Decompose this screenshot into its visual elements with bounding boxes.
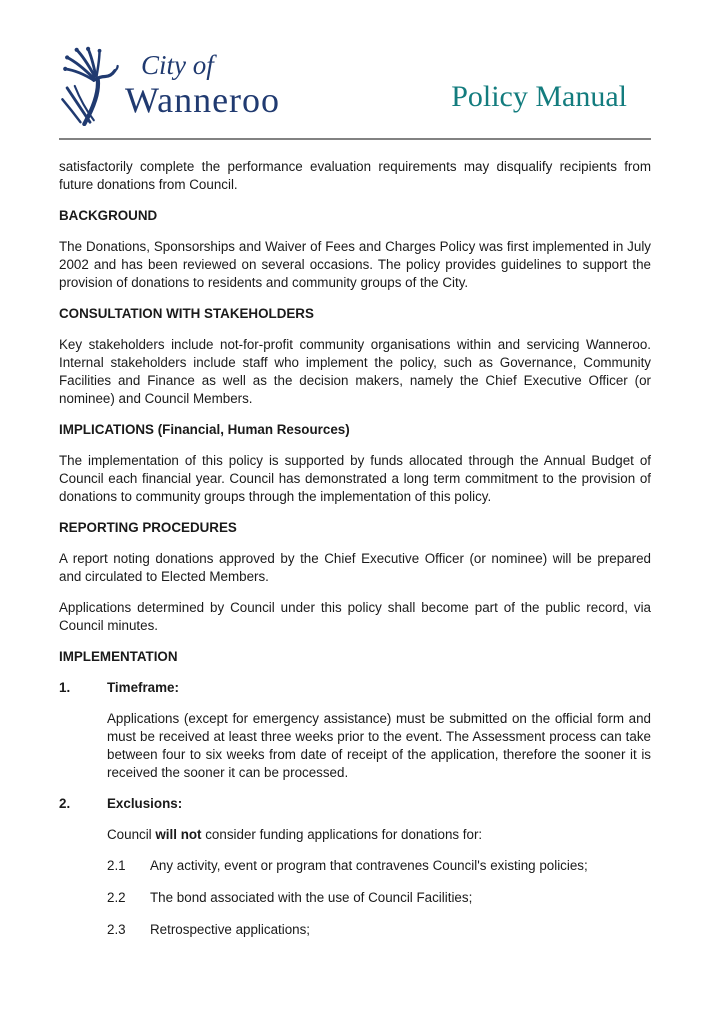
letterhead <box>59 46 651 126</box>
sub-item-2-3 <box>107 921 651 939</box>
heading-consultation: CONSULTATION WITH STAKEHOLDERS <box>59 306 314 321</box>
logo-wanneroo: Wanneroo <box>125 80 281 120</box>
implications-paragraph: The implementation of this policy is supported by funds allocated through the Annual Budget of Council each financial year. Council has demonstrated a long term commitment to the provision of donations to community groups through the implementation of this policy. <box>59 453 651 504</box>
city-of-wanneroo-logo <box>59 46 280 126</box>
item-number: 2. <box>59 796 71 811</box>
intro-continuation-paragraph: satisfactorily complete the performance evaluation requirements may disqualify recipients from future donations from Council. <box>59 159 651 192</box>
timeframe-paragraph: Applications (except for emergency assistance) must be submitted on the official form and must be received at least three weeks prior to the event. The Assessment process can take between four to six weeks from date of receipt of the application, therefore the sooner it is received the sooner it can be processed. <box>107 711 651 780</box>
item-title: Exclusions: <box>107 796 183 811</box>
list-item-1-timeframe <box>59 679 651 697</box>
sub-item-2-1 <box>107 857 651 875</box>
document-title: Policy Manual <box>451 80 627 113</box>
consultation-paragraph: Key stakeholders include not-for-profit community organisations within and servicing Wanneroo. Internal stakeholders include staff who implement the policy, such as Governance, Community Facilities and Finance as well as the decision makers, namely the Chief Executive Officer (or nominee) and Council Members. <box>59 337 651 406</box>
reporting-paragraph-2: Applications determined by Council under this policy shall become part of the public record, via Council minutes. <box>59 600 651 633</box>
reporting-paragraph-1: A report noting donations approved by the Chief Executive Officer (or nominee) will be prepared and circulated to Elected Members. <box>59 551 651 584</box>
sub-item-text: Retrospective applications; <box>150 922 311 937</box>
item-title: Timeframe: <box>107 680 179 695</box>
exclusions-intro-paragraph <box>107 826 651 844</box>
kangaroo-paw-icon <box>59 46 121 126</box>
heading-reporting-procedures: REPORTING PROCEDURES <box>59 520 237 535</box>
sub-item-text: The bond associated with the use of Council Facilities; <box>150 890 473 905</box>
sub-item-2-2 <box>107 889 651 907</box>
sub-item-text: Any activity, event or program that contravenes Council's existing policies; <box>150 858 588 873</box>
heading-background: BACKGROUND <box>59 208 158 223</box>
header-divider <box>59 138 651 140</box>
exclusions-intro-bold: will not <box>155 827 202 842</box>
exclusions-intro-pre: Council <box>107 827 156 842</box>
logo-city-of: City of <box>141 50 214 80</box>
list-item-2-exclusions <box>59 795 651 813</box>
heading-implementation: IMPLEMENTATION <box>59 649 178 664</box>
heading-implications: IMPLICATIONS (Financial, Human Resources) <box>59 422 350 437</box>
sub-item-number: 2.1 <box>107 858 126 873</box>
sub-item-number: 2.2 <box>107 890 126 905</box>
sub-item-number: 2.3 <box>107 922 126 937</box>
exclusions-intro-post: consider funding applications for donations for: <box>201 827 483 842</box>
background-paragraph: The Donations, Sponsorships and Waiver of Fees and Charges Policy was first implemented in July 2002 and has been reviewed on several occasions. The policy provides guidelines to support the provision of donations to residents and community groups of the City. <box>59 239 651 290</box>
logo-wordmark <box>125 46 280 120</box>
item-number: 1. <box>59 680 71 695</box>
